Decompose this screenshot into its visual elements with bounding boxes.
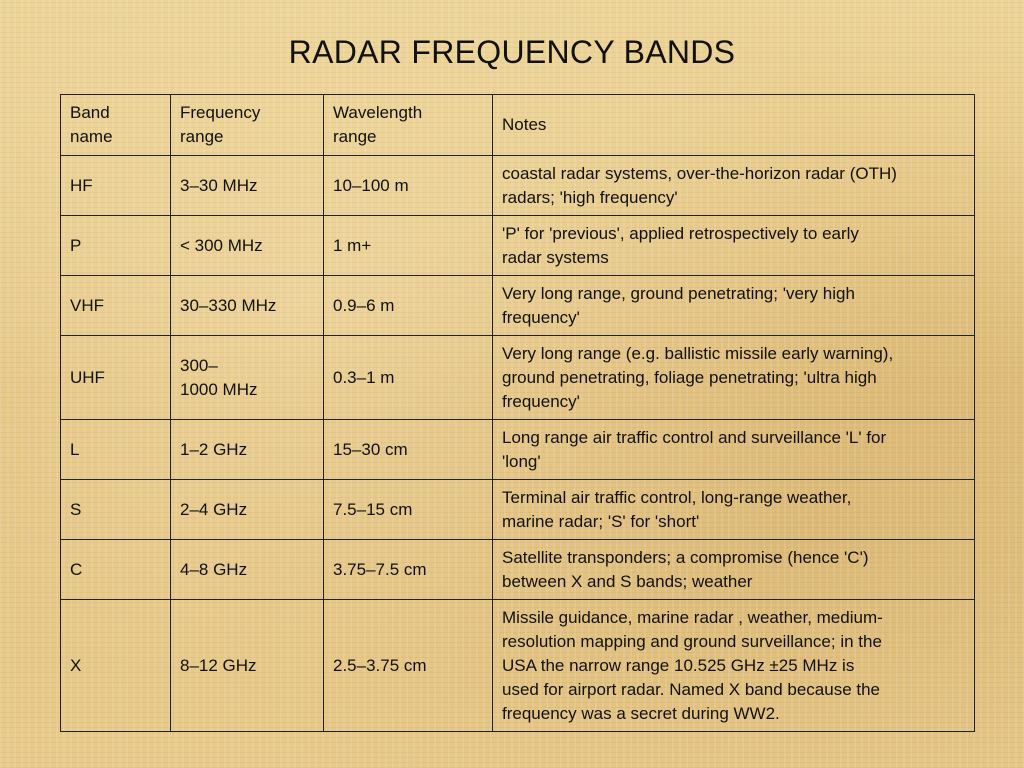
table-row [61,420,975,480]
wavelength-cell: 3.75–7.5 cm [324,540,493,600]
header-band-name: Band name [61,95,171,156]
band-name-cell: VHF [61,276,171,336]
wavelength-cell: 2.5–3.75 cm [324,600,493,732]
band-name-cell: UHF [61,336,171,420]
header-frequency-range: Frequency range [171,95,324,156]
band-name-cell: HF [61,156,171,216]
band-name-cell: X [61,600,171,732]
wavelength-cell: 15–30 cm [324,420,493,480]
notes-cell: Satellite transponders; a compromise (hence 'C') between X and S bands; weather [493,540,975,600]
frequency-cell: 8–12 GHz [171,600,324,732]
table-row [61,540,975,600]
wavelength-cell: 1 m+ [324,216,493,276]
wavelength-cell: 0.9–6 m [324,276,493,336]
frequency-cell: 300– 1000 MHz [171,336,324,420]
table-row [61,336,975,420]
wavelength-cell: 7.5–15 cm [324,480,493,540]
table-row [61,156,975,216]
header-notes: Notes [493,95,975,156]
wavelength-cell: 10–100 m [324,156,493,216]
radar-bands-table [60,94,975,732]
frequency-cell: 4–8 GHz [171,540,324,600]
notes-cell: Very long range (e.g. ballistic missile early warning), ground penetrating, foliage penetrating; 'ultra high frequency' [493,336,975,420]
frequency-cell: 3–30 MHz [171,156,324,216]
band-name-cell: C [61,540,171,600]
table-row [61,480,975,540]
band-name-cell: L [61,420,171,480]
notes-cell: coastal radar systems, over-the-horizon radar (OTH) radars; 'high frequency' [493,156,975,216]
notes-cell: 'P' for 'previous', applied retrospectively to early radar systems [493,216,975,276]
frequency-cell: 1–2 GHz [171,420,324,480]
wavelength-cell: 0.3–1 m [324,336,493,420]
table-row [61,600,975,732]
frequency-cell: 2–4 GHz [171,480,324,540]
page-title: RADAR FREQUENCY BANDS [288,34,736,70]
notes-cell: Long range air traffic control and surveillance 'L' for 'long' [493,420,975,480]
frequency-cell: 30–330 MHz [171,276,324,336]
table-row [61,216,975,276]
band-name-cell: P [61,216,171,276]
notes-cell: Terminal air traffic control, long-range weather, marine radar; 'S' for 'short' [493,480,975,540]
notes-cell: Missile guidance, marine radar , weather, medium- resolution mapping and ground surveillance; in the USA the narrow range 10.525 GHz ±25 MHz is used for airport radar. Named X band because the frequency was a secret during WW2. [493,600,975,732]
notes-cell: Very long range, ground penetrating; 'very high frequency' [493,276,975,336]
band-name-cell: S [61,480,171,540]
table-row [61,276,975,336]
frequency-cell: < 300 MHz [171,216,324,276]
header-wavelength-range: Wavelength range [324,95,493,156]
table-header-row [61,95,975,156]
